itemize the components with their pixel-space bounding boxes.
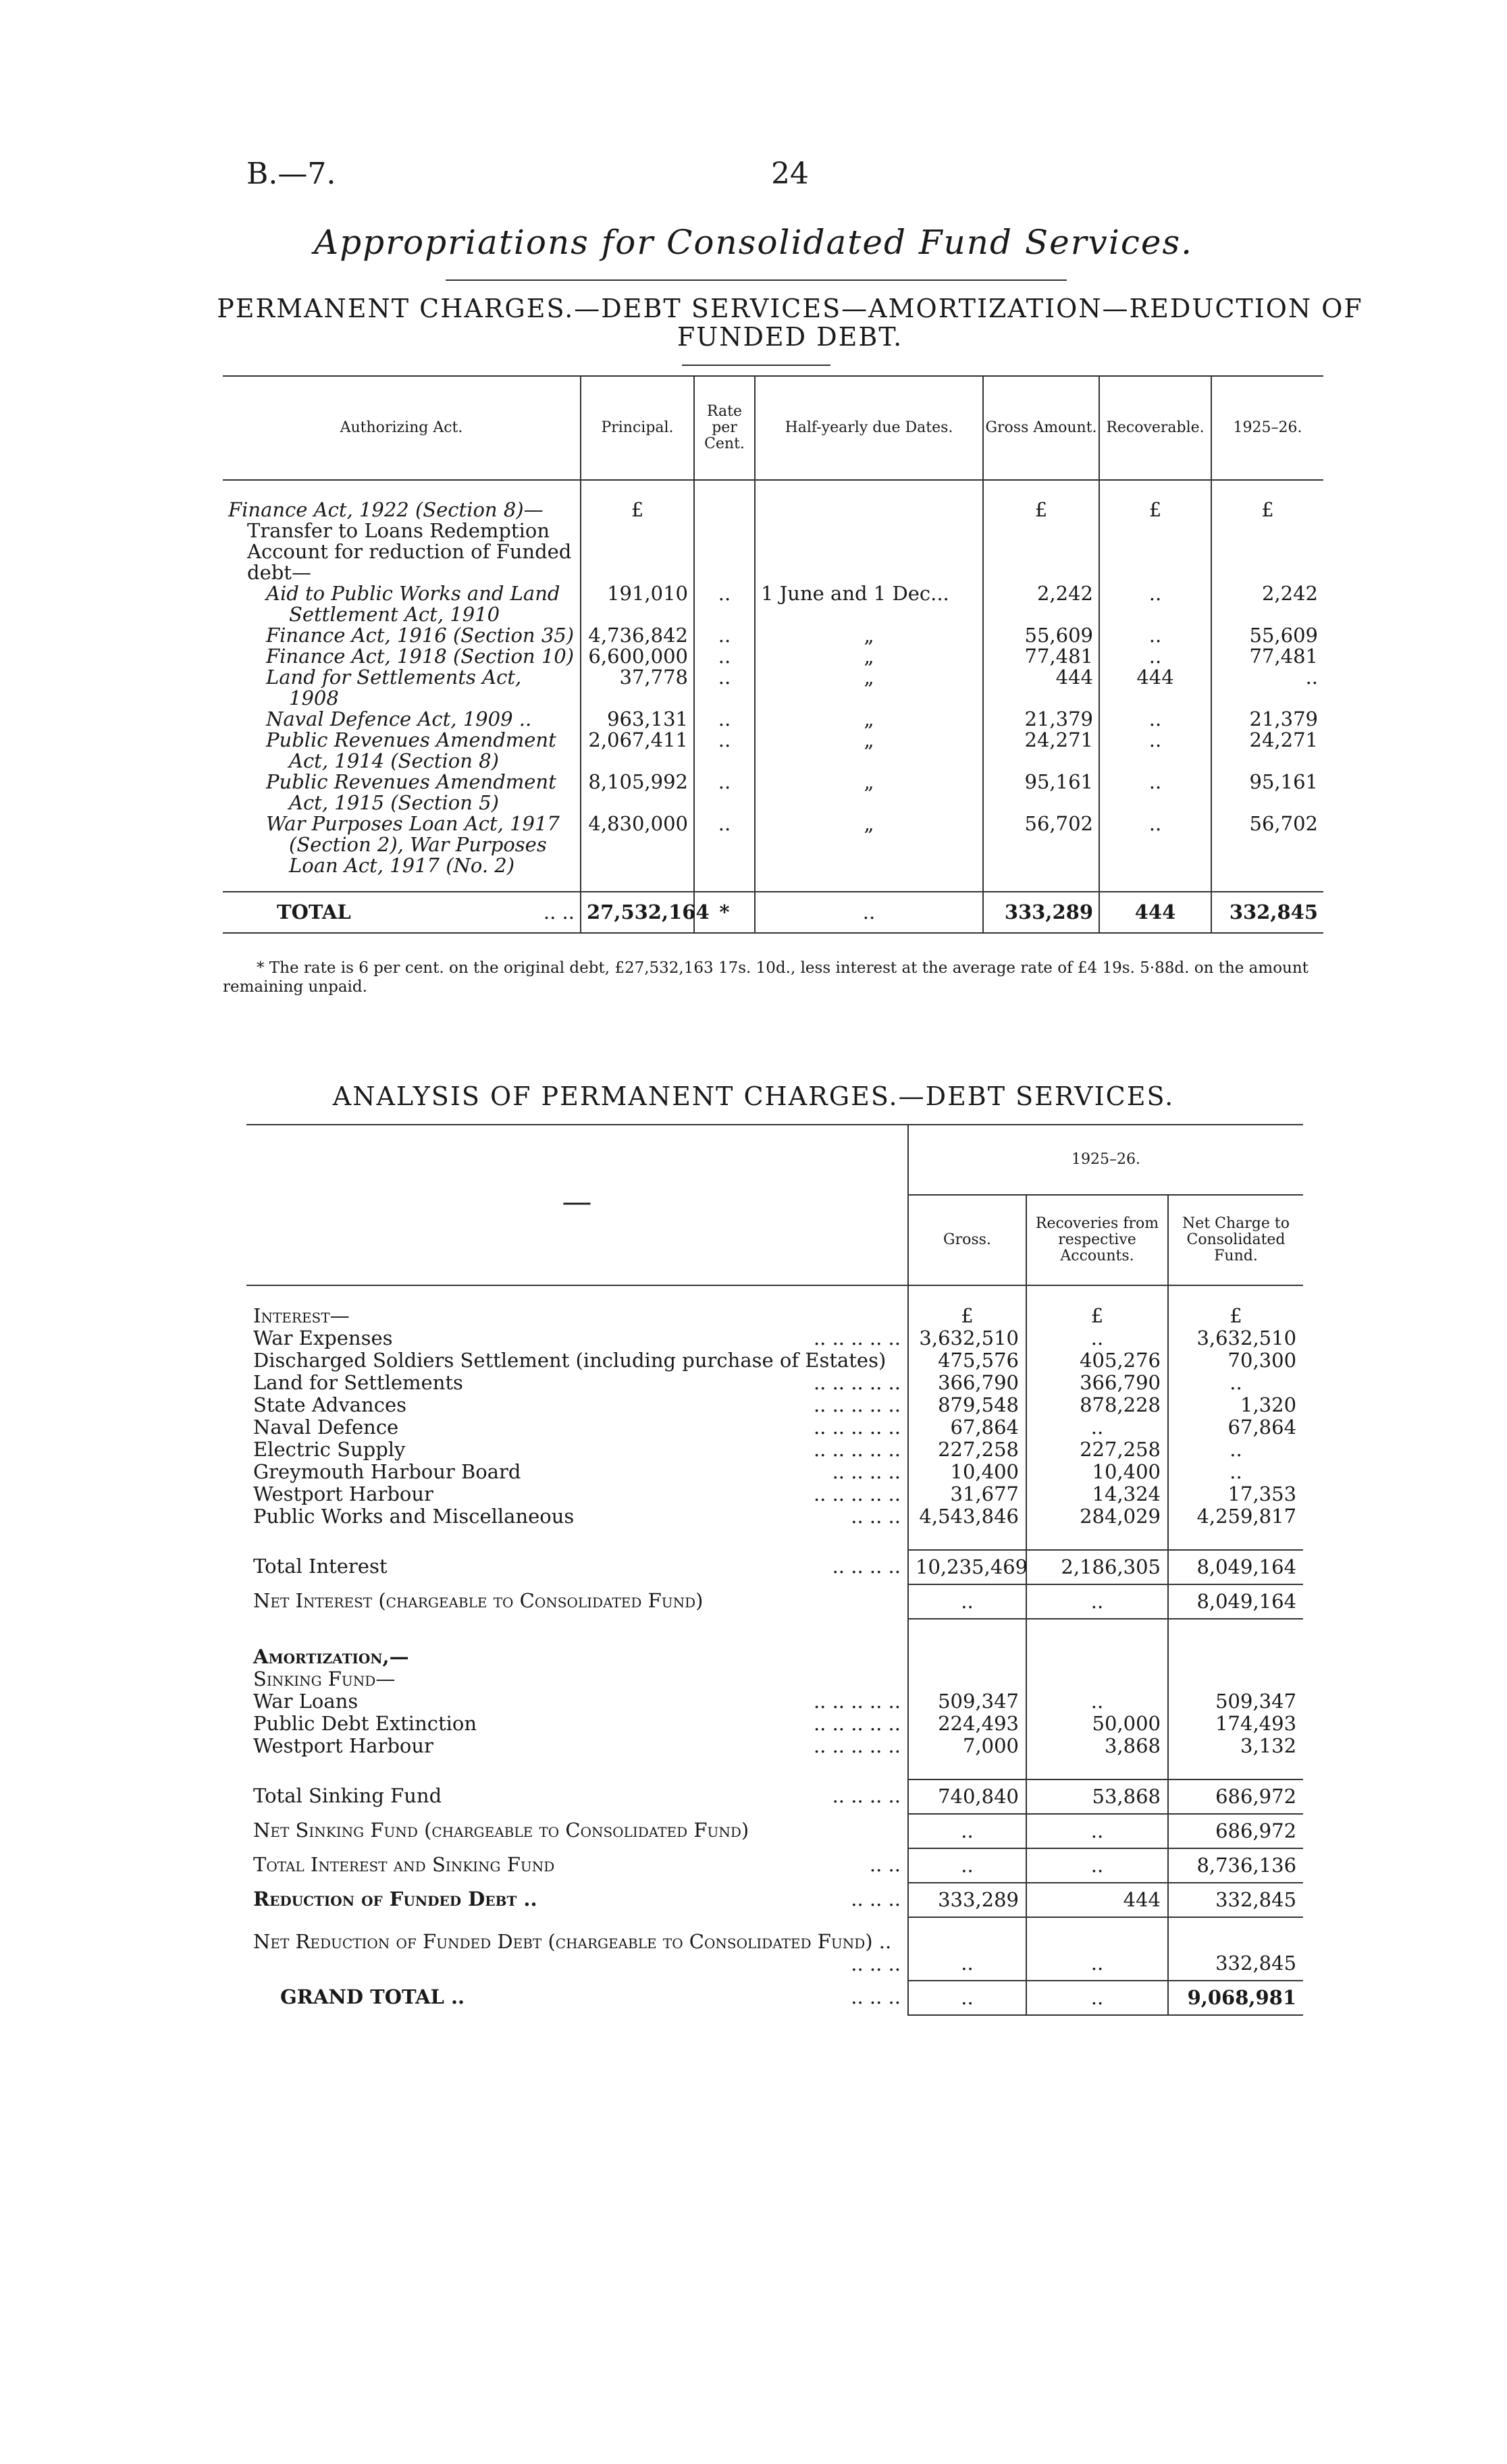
net-sinking-row (246, 1814, 1303, 1848)
grand-total-row (246, 1981, 1303, 2015)
total-label: TOTAL (277, 901, 351, 923)
leader-dots: .. .. .. .. .. (813, 1712, 901, 1735)
document-reference: B.—7. (246, 157, 336, 191)
page-number: 24 (771, 157, 809, 191)
leader-dots: .. .. .. .. .. (813, 1393, 901, 1416)
table-row (223, 730, 1323, 772)
recoveries-cell: 3,868 (1026, 1735, 1168, 1757)
row-label: War Loans (253, 1690, 359, 1713)
section-title: PERMANENT CHARGES.—DEBT SERVICES—AMORTIZATION—REDUCTION OF FUNDED DEBT. (217, 294, 1363, 352)
title-rule (446, 279, 1067, 281)
act-name: Land for Settlements Act, 1908 (266, 666, 522, 709)
header-rate: Rate per Cent. (694, 376, 755, 480)
analysis-title: ANALYSIS OF PERMANENT CHARGES.—DEBT SERVICES. (332, 1081, 1175, 1111)
total-row (223, 892, 1323, 933)
gross-cell: .. (908, 1981, 1026, 2015)
net-cell: 8,736,136 (1168, 1848, 1303, 1883)
table-row (246, 1416, 1303, 1439)
gross-cell: 3,632,510 (908, 1327, 1026, 1349)
net-cell: 8,049,164 (1168, 1584, 1303, 1619)
leader-dots: .. .. .. .. .. (813, 1438, 901, 1461)
gross-cell: 67,864 (908, 1416, 1026, 1439)
leader-dots: .. .. .. (851, 1985, 901, 2008)
gross-cell: 740,840 (908, 1779, 1026, 1814)
net-cell: 4,259,817 (1168, 1505, 1303, 1528)
total-interest-sinking-row (246, 1848, 1303, 1883)
gross-cell: 509,347 (908, 1690, 1026, 1713)
act-name: Aid to Public Works and Land Settlement Act, 1910 (266, 582, 560, 626)
table-row (246, 1483, 1303, 1505)
net-cell: 332,845 (1168, 1917, 1303, 1981)
principal-cell: 2,067,411 (581, 730, 694, 772)
year-cell: 56,702 (1211, 813, 1323, 876)
table-row (223, 646, 1323, 667)
row-label: Greymouth Harbour Board (253, 1460, 521, 1483)
recoverable-cell: .. (1099, 730, 1211, 772)
row-label: State Advances (253, 1393, 406, 1416)
dash-mark: — (562, 1185, 592, 1219)
total-year: 332,845 (1211, 892, 1323, 933)
net-cell: 3,132 (1168, 1735, 1303, 1757)
table-row (246, 1505, 1303, 1528)
recoveries-cell: .. (1026, 1981, 1168, 2015)
recoveries-cell: 878,228 (1026, 1394, 1168, 1416)
dates-cell: „ (755, 667, 983, 709)
leader-dots: .. .. .. .. (832, 1460, 901, 1483)
year-cell: 21,379 (1211, 709, 1323, 730)
table-row (246, 1349, 1303, 1372)
appropriations-table (223, 375, 1323, 934)
row-label: Naval Defence (253, 1416, 399, 1439)
rate-cell: .. (694, 625, 755, 646)
gross-cell: .. (908, 1917, 1026, 1981)
recoveries-cell: 2,186,305 (1026, 1550, 1168, 1584)
recoveries-cell: 50,000 (1026, 1713, 1168, 1735)
leader-dots: .. .. .. .. .. (813, 1734, 901, 1757)
net-cell: 332,845 (1168, 1883, 1303, 1917)
dates-cell: „ (755, 709, 983, 730)
net-cell: 70,300 (1168, 1349, 1303, 1372)
row-label: Total Interest and Sinking Fund (253, 1853, 555, 1876)
table-header-row (223, 376, 1323, 480)
recoveries-cell: .. (1026, 1814, 1168, 1848)
recoverable-cell: .. (1099, 646, 1211, 667)
table-row (246, 1394, 1303, 1416)
leader-dots: .. .. .. (851, 1887, 901, 1910)
header-gross: Gross Amount. (983, 376, 1099, 480)
table-row (246, 1668, 1303, 1690)
gross-cell: 444 (983, 667, 1099, 709)
row-label: Total Sinking Fund (253, 1784, 442, 1807)
rate-cell: .. (694, 646, 755, 667)
row-label: Net Interest (chargeable to Consolidated Fund) (253, 1589, 704, 1612)
table-row (223, 667, 1323, 709)
total-sinking-row (246, 1779, 1303, 1814)
recoverable-cell: .. (1099, 772, 1211, 813)
currency-symbol: £ (1168, 1285, 1303, 1327)
currency-symbol: £ (1026, 1285, 1168, 1327)
rate-cell: .. (694, 583, 755, 625)
act-name: Public Revenues Amendment Act, 1915 (Section 5) (266, 770, 556, 814)
gross-cell: 21,379 (983, 709, 1099, 730)
header-gross: Gross. (908, 1195, 1026, 1285)
leader-dots: .. .. (869, 1853, 901, 1876)
leader-dots: .. .. .. .. (832, 1555, 901, 1578)
act-name: Finance Act, 1918 (Section 10) (266, 645, 575, 668)
leader-dots: .. .. .. .. .. (813, 1416, 901, 1439)
table-row (246, 1690, 1303, 1713)
section-rule (682, 365, 830, 366)
recoveries-cell: 284,029 (1026, 1505, 1168, 1528)
table-row (246, 1735, 1303, 1757)
row-label: Land for Settlements (253, 1371, 463, 1394)
recoveries-cell: 14,324 (1026, 1483, 1168, 1505)
row-label: Westport Harbour (253, 1734, 433, 1757)
rate-cell: .. (694, 813, 755, 876)
dates-cell: „ (755, 813, 983, 876)
row-label: Electric Supply (253, 1438, 406, 1461)
recoveries-cell: .. (1026, 1584, 1168, 1619)
leader-dots: .. .. .. .. .. (813, 1327, 901, 1349)
total-dots: .. .. (543, 901, 575, 923)
table-row (246, 1439, 1303, 1461)
leader-dots: .. .. .. .. .. (813, 1482, 901, 1505)
gross-cell: .. (908, 1814, 1026, 1848)
sinking-fund-heading: Sinking Fund— (253, 1667, 396, 1690)
net-cell: .. (1168, 1461, 1303, 1483)
table-row (246, 1619, 1303, 1668)
total-dates: .. (755, 892, 983, 933)
row-label: Westport Harbour (253, 1482, 433, 1505)
interest-heading: Interest— (253, 1304, 350, 1327)
rate-cell: .. (694, 772, 755, 813)
header-recoverable: Recoverable. (1099, 376, 1211, 480)
page-title: Appropriations for Consolidated Fund Services. (313, 223, 1193, 262)
leader-dots: .. .. .. (851, 1952, 901, 1975)
header-act: Authorizing Act. (223, 376, 581, 480)
table-row (246, 1285, 1303, 1327)
leader-dots: .. .. .. .. .. (813, 1690, 901, 1713)
header-principal: Principal. (581, 376, 694, 480)
net-cell: 17,353 (1168, 1483, 1303, 1505)
net-cell: .. (1168, 1439, 1303, 1461)
currency-symbol: £ (1099, 480, 1211, 583)
dates-cell: „ (755, 772, 983, 813)
act-name: Public Revenues Amendment Act, 1914 (Section 8) (266, 728, 556, 772)
dates-cell: „ (755, 625, 983, 646)
analysis-table (246, 1124, 1303, 2016)
act-name: Naval Defence Act, 1909 .. (266, 707, 532, 730)
recoveries-cell: .. (1026, 1690, 1168, 1713)
dates-cell: „ (755, 730, 983, 772)
recoverable-cell: 444 (1099, 667, 1211, 709)
net-reduction-row (246, 1917, 1303, 1981)
group-subtitle: Transfer to Loans Redemption Account for reduction of Funded debt— (247, 519, 572, 584)
gross-cell: 10,400 (908, 1461, 1026, 1483)
table-row (246, 1327, 1303, 1349)
amortization-heading: Amortization,— (253, 1645, 409, 1668)
dates-cell: 1 June and 1 Dec... (755, 583, 983, 625)
recoveries-cell: .. (1026, 1917, 1168, 1981)
row-label: Total Interest (253, 1555, 388, 1578)
row-label: Discharged Soldiers Settlement (including purchase of Estates) (253, 1349, 887, 1372)
total-principal: 27,532,164 (581, 892, 694, 933)
year-cell: 55,609 (1211, 625, 1323, 646)
net-cell: 686,972 (1168, 1814, 1303, 1848)
net-cell: 686,972 (1168, 1779, 1303, 1814)
row-label: Public Debt Extinction (253, 1712, 477, 1735)
principal-cell: 191,010 (581, 583, 694, 625)
recoveries-cell: 10,400 (1026, 1461, 1168, 1483)
leader-dots: .. .. .. (851, 1505, 901, 1528)
row-label: Net Sinking Fund (chargeable to Consolidated Fund) (253, 1819, 749, 1842)
gross-cell: 224,493 (908, 1713, 1026, 1735)
rate-cell: .. (694, 709, 755, 730)
recoveries-cell: 444 (1026, 1883, 1168, 1917)
gross-cell: 4,543,846 (908, 1505, 1026, 1528)
principal-cell: 8,105,992 (581, 772, 694, 813)
recoveries-cell: 405,276 (1026, 1349, 1168, 1372)
principal-cell: 37,778 (581, 667, 694, 709)
analysis-header-row (246, 1125, 1303, 1195)
currency-symbol: £ (908, 1285, 1026, 1327)
dates-cell: „ (755, 646, 983, 667)
act-name: Finance Act, 1916 (Section 35) (266, 624, 575, 647)
gross-cell: 24,271 (983, 730, 1099, 772)
currency-symbol: £ (1211, 480, 1323, 583)
footnote: * The rate is 6 per cent. on the original debt, £27,532,163 17s. 10d., less interest at the average rate of £4 19s. 5·88d. on the amount remaining unpaid. (223, 959, 1308, 996)
total-interest-row (246, 1550, 1303, 1584)
net-interest-row (246, 1584, 1303, 1619)
table-row (223, 709, 1323, 730)
net-cell: .. (1168, 1372, 1303, 1394)
gross-cell: 56,702 (983, 813, 1099, 876)
gross-cell: 95,161 (983, 772, 1099, 813)
gross-cell: 10,235,469 (908, 1550, 1026, 1584)
total-rate: * (694, 892, 755, 933)
table-row (223, 480, 1323, 583)
table-row (223, 625, 1323, 646)
total-gross: 333,289 (983, 892, 1099, 933)
recoveries-cell: 227,258 (1026, 1439, 1168, 1461)
principal-cell: 4,736,842 (581, 625, 694, 646)
rate-cell: .. (694, 730, 755, 772)
row-label: Public Works and Miscellaneous (253, 1505, 575, 1528)
net-cell: 1,320 (1168, 1394, 1303, 1416)
gross-cell: 77,481 (983, 646, 1099, 667)
year-cell: 77,481 (1211, 646, 1323, 667)
net-cell: 174,493 (1168, 1713, 1303, 1735)
table-row (223, 772, 1323, 813)
header-recoveries: Recoveries from respective Accounts. (1026, 1195, 1168, 1285)
year-cell: .. (1211, 667, 1323, 709)
row-label: War Expenses (253, 1327, 393, 1349)
analysis-year-header: 1925–26. (908, 1125, 1303, 1195)
net-cell: 9,068,981 (1168, 1981, 1303, 2015)
gross-cell: 366,790 (908, 1372, 1026, 1394)
currency-symbol: £ (581, 480, 694, 583)
year-cell: 95,161 (1211, 772, 1323, 813)
principal-cell: 6,600,000 (581, 646, 694, 667)
net-cell: 67,864 (1168, 1416, 1303, 1439)
header-year: 1925–26. (1211, 376, 1323, 480)
gross-cell: 227,258 (908, 1439, 1026, 1461)
recoverable-cell: .. (1099, 709, 1211, 730)
leader-dots: .. .. .. .. (832, 1784, 901, 1807)
recoverable-cell: .. (1099, 813, 1211, 876)
recoverable-cell: .. (1099, 583, 1211, 625)
gross-cell: 333,289 (908, 1883, 1026, 1917)
total-recoverable: 444 (1099, 892, 1211, 933)
net-cell: 509,347 (1168, 1690, 1303, 1713)
net-cell: 3,632,510 (1168, 1327, 1303, 1349)
gross-cell: 475,576 (908, 1349, 1026, 1372)
principal-cell: 963,131 (581, 709, 694, 730)
table-row (246, 1372, 1303, 1394)
recoveries-cell: 53,868 (1026, 1779, 1168, 1814)
year-cell: 24,271 (1211, 730, 1323, 772)
gross-cell: .. (908, 1584, 1026, 1619)
gross-cell: 31,677 (908, 1483, 1026, 1505)
row-label: Net Reduction of Funded Debt (chargeable to Consolidated Fund) .. (253, 1930, 892, 1953)
rate-cell: .. (694, 667, 755, 709)
recoveries-cell: .. (1026, 1327, 1168, 1349)
gross-cell: 7,000 (908, 1735, 1026, 1757)
gross-cell: 2,242 (983, 583, 1099, 625)
row-label: Reduction of Funded Debt .. (253, 1887, 537, 1910)
gross-cell: 879,548 (908, 1394, 1026, 1416)
header-net-charge: Net Charge to Consolidated Fund. (1168, 1195, 1303, 1285)
recoveries-cell: .. (1026, 1416, 1168, 1439)
act-name: War Purposes Loan Act, 1917 (Section 2), War Purposes Loan Act, 1917 (No. 2) (266, 812, 560, 877)
table-row (223, 583, 1323, 625)
header-dates: Half-yearly due Dates. (755, 376, 983, 480)
principal-cell: 4,830,000 (581, 813, 694, 876)
table-row (246, 1461, 1303, 1483)
leader-dots: .. .. .. .. .. (813, 1371, 901, 1394)
recoverable-cell: .. (1099, 625, 1211, 646)
table-row (246, 1713, 1303, 1735)
year-cell: 2,242 (1211, 583, 1323, 625)
recoveries-cell: 366,790 (1026, 1372, 1168, 1394)
row-label: GRAND TOTAL .. (280, 1985, 465, 2008)
group-title: Finance Act, 1922 (Section 8)— (228, 498, 544, 521)
analysis-blank-header (246, 1125, 908, 1285)
net-cell: 8,049,164 (1168, 1550, 1303, 1584)
currency-symbol: £ (983, 480, 1099, 583)
gross-cell: 55,609 (983, 625, 1099, 646)
recoveries-cell: .. (1026, 1848, 1168, 1883)
table-row (223, 813, 1323, 876)
gross-cell: .. (908, 1848, 1026, 1883)
reduction-row (246, 1883, 1303, 1917)
